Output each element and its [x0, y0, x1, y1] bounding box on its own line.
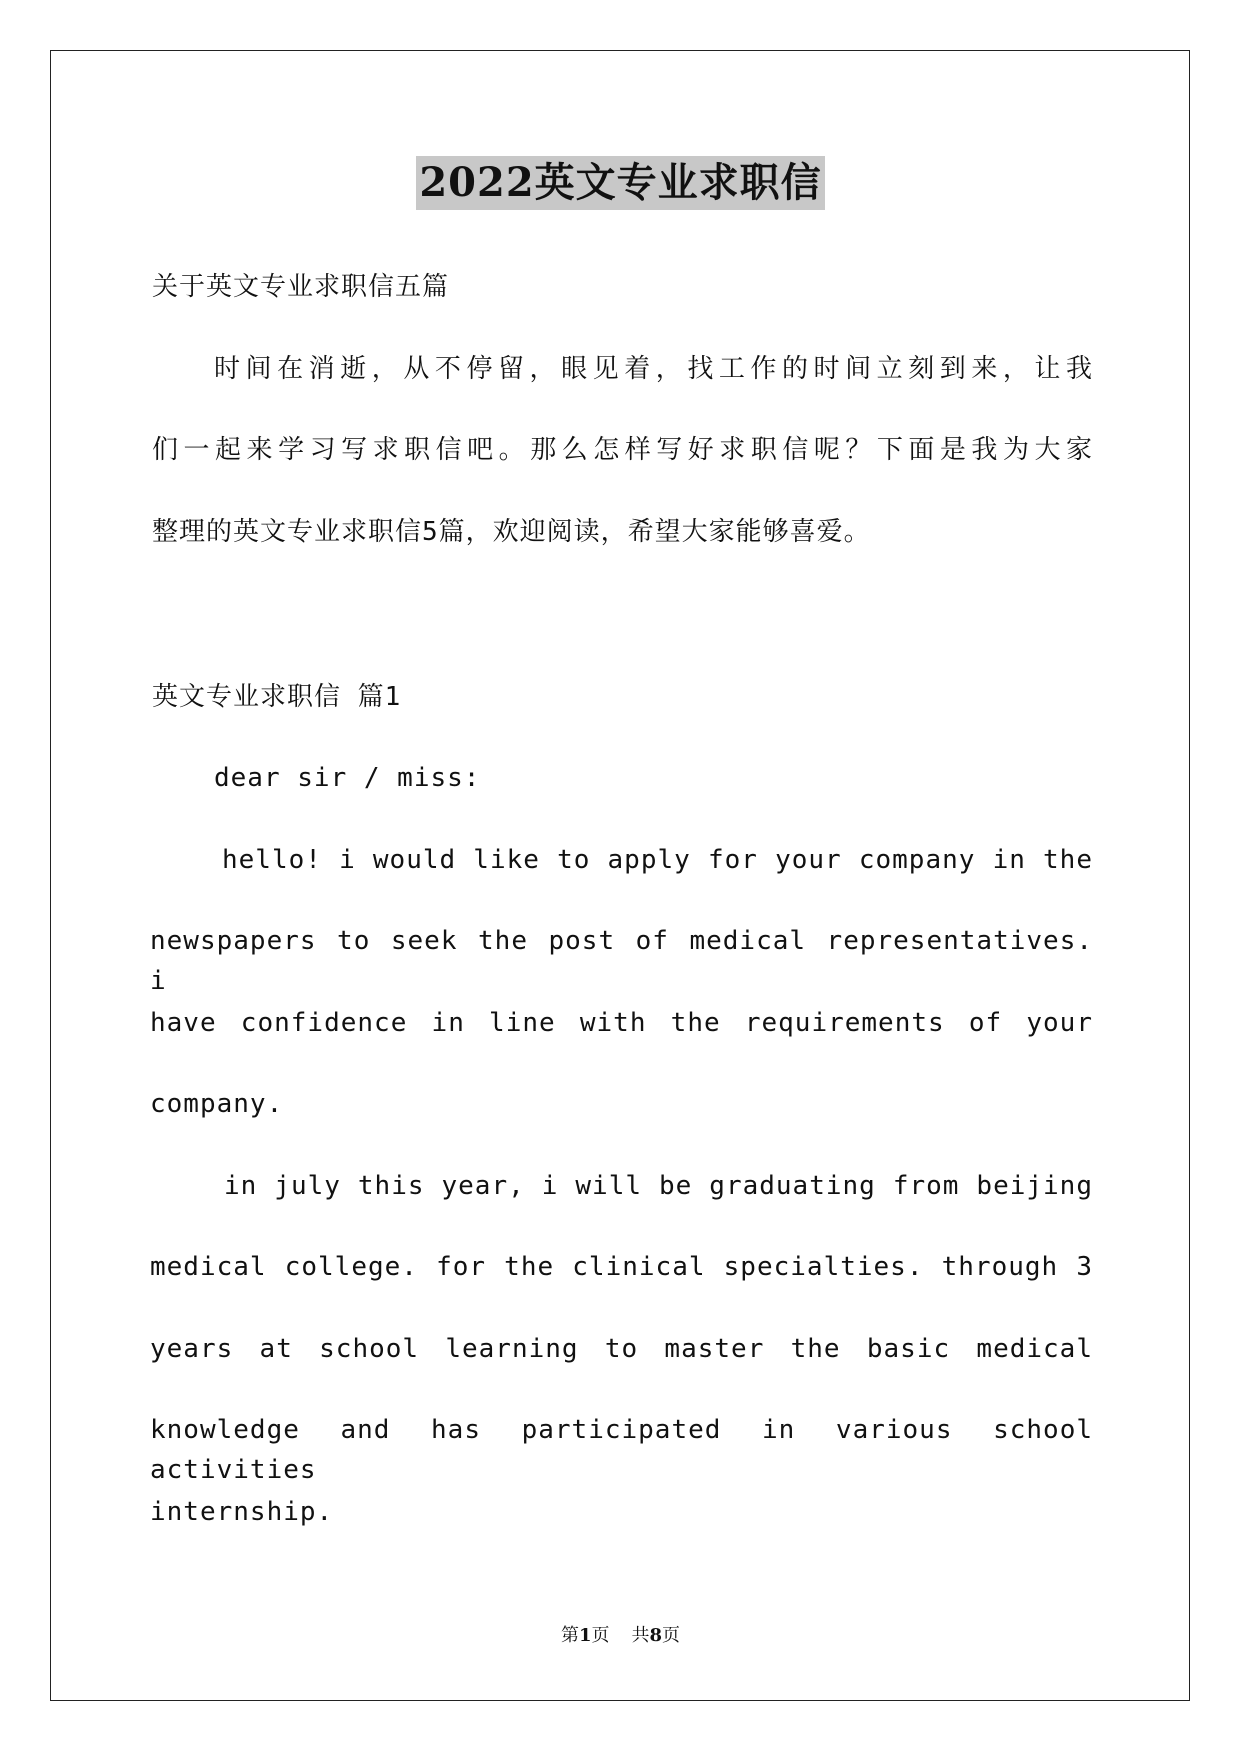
- paragraph-line: hello! i would like to apply for your company in the: [222, 845, 1093, 875]
- page-number: 1: [578, 1625, 592, 1646]
- paragraph-line: medical college. for the clinical specialties. through 3: [150, 1252, 1093, 1282]
- total-pages: 8: [649, 1625, 663, 1646]
- page-suffix: 页: [591, 1625, 610, 1646]
- page-prefix: 第: [560, 1625, 579, 1646]
- paragraph-line: newspapers to seek the post of medical representatives. i: [150, 926, 1093, 996]
- paragraph-line: have confidence in line with the requirements of your: [150, 1008, 1093, 1038]
- intro-line: 们一起来学习写求职信吧。那么怎样写好求职信呢？下面是我为大家: [152, 435, 1093, 465]
- document-subtitle: 关于英文专业求职信五篇: [152, 272, 450, 302]
- total-suffix: 页: [662, 1625, 681, 1646]
- intro-line: 时间在消逝，从不停留，眼见着，找工作的时间立刻到来，让我: [214, 354, 1093, 384]
- paragraph-line: in july this year, i will be graduating from beijing: [224, 1171, 1093, 1201]
- document-title: 2022英文专业求职信: [416, 156, 824, 210]
- total-prefix: 共: [631, 1625, 650, 1646]
- page-footer: [0, 1624, 1241, 1648]
- intro-line: 整理的英文专业求职信5篇，欢迎阅读，希望大家能够喜爱。: [152, 517, 871, 547]
- paragraph-line: company.: [150, 1089, 284, 1119]
- paragraph-line: knowledge and has participated in various school activities: [150, 1415, 1093, 1485]
- title-container: [0, 156, 1241, 210]
- salutation: dear sir / miss:: [214, 763, 481, 793]
- paragraph-line: years at school learning to master the basic medical: [150, 1334, 1093, 1364]
- section-heading: 英文专业求职信 篇1: [152, 682, 402, 712]
- paragraph-line: internship.: [150, 1497, 334, 1527]
